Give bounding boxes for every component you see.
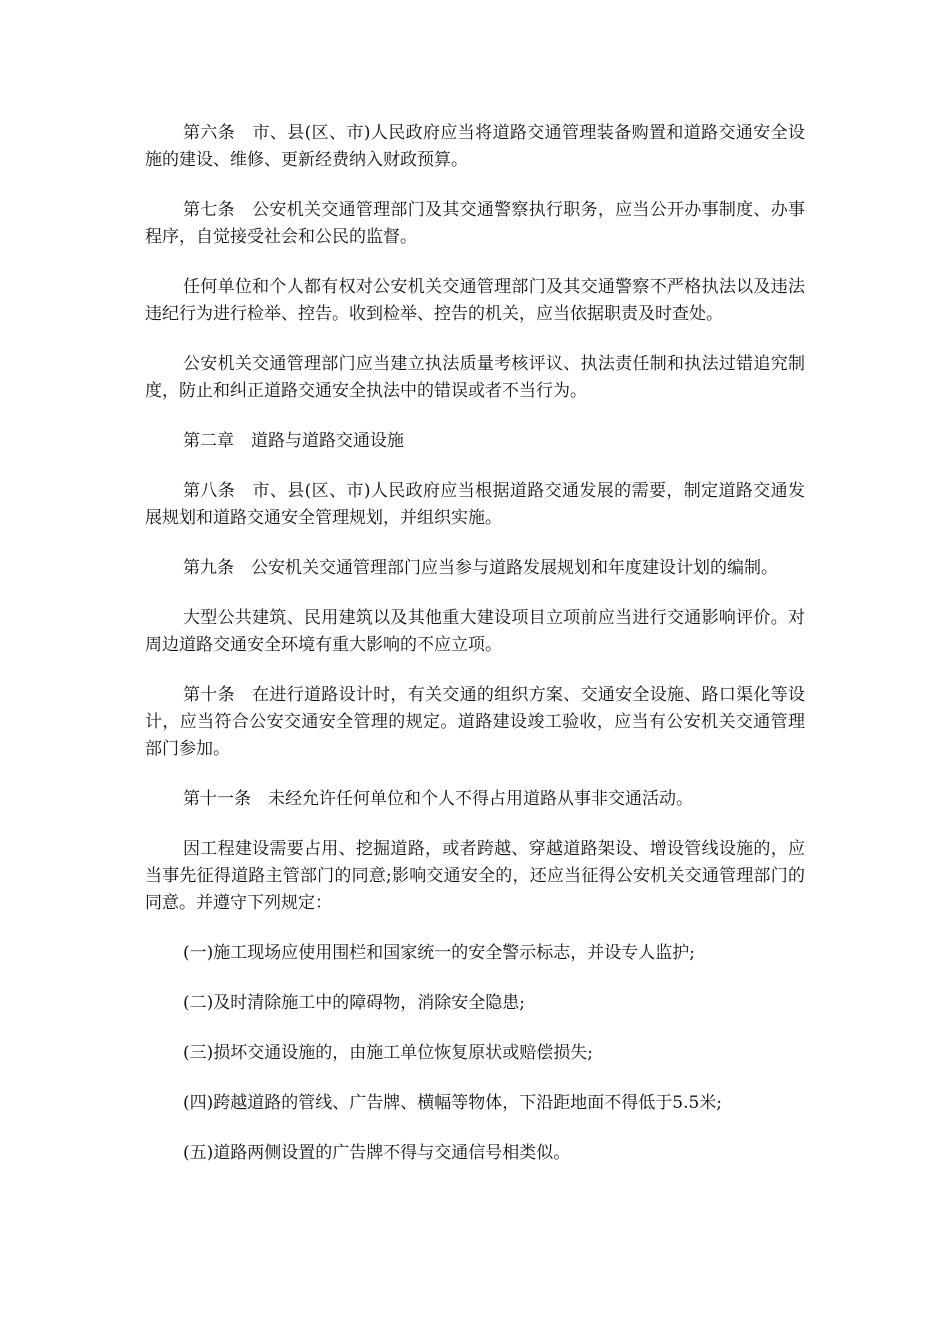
list-item-5: (五)道路两侧设置的广告牌不得与交通信号相类似。 <box>183 1143 571 1163</box>
article-6-paragraph: 第六条 市、县(区、市)人民政府应当将道路交通管理装备购置和道路交通安全设施的建设、维修、更新经费纳入财政预算。 <box>145 123 805 170</box>
article-9-evaluation-paragraph: 大型公共建筑、民用建筑以及其他重大建设项目立项前应当进行交通影响评价。对周边道路交通安全环境有重大影响的不应立项。 <box>145 608 805 655</box>
list-item-1: (一)施工现场应使用围栏和国家统一的安全警示标志，并设专人监护; <box>183 943 695 963</box>
article-7-accountability-paragraph: 公安机关交通管理部门应当建立执法质量考核评议、执法责任制和执法过错追究制度，防止和纠正道路交通安全执法中的错误或者不当行为。 <box>145 354 805 401</box>
document-body <box>145 120 805 1190</box>
article-9-paragraph: 第九条 公安机关交通管理部门应当参与道路发展规划和年度建设计划的编制。 <box>183 558 778 578</box>
list-item-2: (二)及时清除施工中的障碍物，消除安全隐患; <box>183 993 525 1013</box>
list-item-3: (三)损坏交通设施的，由施工单位恢复原状或赔偿损失; <box>183 1043 593 1063</box>
article-7-paragraph: 第七条 公安机关交通管理部门及其交通警察执行职务，应当公开办事制度、办事程序，自觉接受社会和公民的监督。 <box>145 200 805 247</box>
article-11-paragraph: 第十一条 未经允许任何单位和个人不得占用道路从事非交通活动。 <box>183 789 693 809</box>
list-item-4: (四)跨越道路的管线、广告牌、横幅等物体，下沿距地面不得低于5.5米; <box>183 1093 723 1113</box>
article-7-report-paragraph: 任何单位和个人都有权对公安机关交通管理部门及其交通警察不严格执法以及违法违纪行为进行检举、控告。收到检举、控告的机关，应当依据职责及时查处。 <box>145 277 805 324</box>
article-11-construction-paragraph: 因工程建设需要占用、挖掘道路，或者跨越、穿越道路架设、增设管线设施的，应当事先征得道路主管部门的同意;影响交通安全的，还应当征得公安机关交通管理部门的同意。并遵守下列规定： <box>145 839 805 913</box>
chapter-2-heading: 第二章 道路与道路交通设施 <box>183 431 404 451</box>
article-8-paragraph: 第八条 市、县(区、市)人民政府应当根据道路交通发展的需要，制定道路交通发展规划和道路交通安全管理规划，并组织实施。 <box>145 481 805 528</box>
article-10-paragraph: 第十条 在进行道路设计时，有关交通的组织方案、交通安全设施、路口渠化等设计，应当符合公安交通安全管理的规定。道路建设竣工验收，应当有公安机关交通管理部门参加。 <box>145 685 805 759</box>
